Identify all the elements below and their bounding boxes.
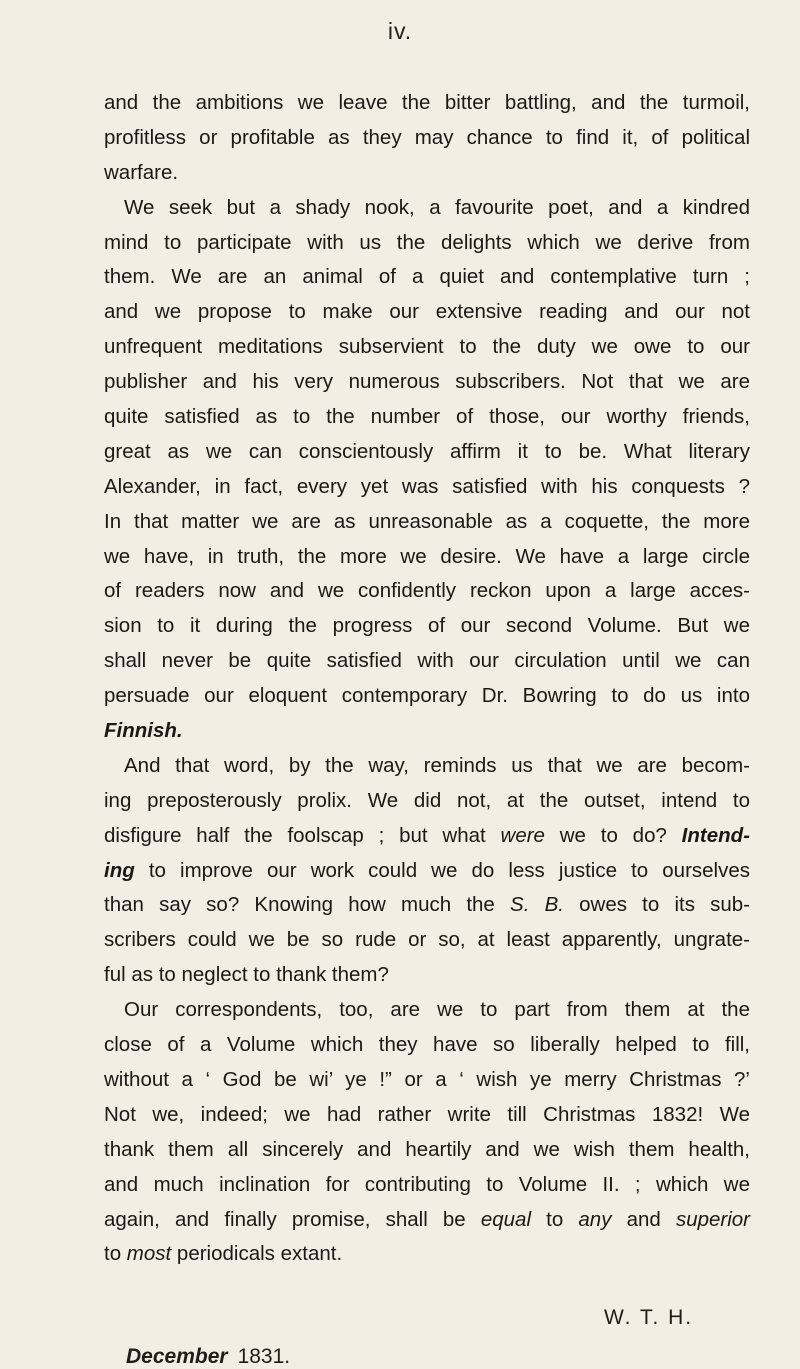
text-run: of readers now and we confidently reckon upon a large acces- [104,579,750,603]
text-line [104,470,750,505]
text-run: ful as to neglect to thank them? [104,963,389,987]
text-run: And that word, by the way, reminds us that we are becom- [124,753,750,777]
text-run: and [611,1207,676,1231]
text-line [104,1028,750,1063]
body-text [104,86,750,1272]
date-line [126,1345,290,1369]
text-line [104,86,750,121]
text-run: them. We are an animal of a quiet and contemplative turn ; [104,265,750,289]
text-run: great as we can conscientously affirm it to be. What literary [104,439,750,463]
text-run: equal [480,1207,532,1231]
text-line [104,295,750,330]
text-line [104,644,750,679]
text-line [104,1098,750,1133]
text-run: superior [675,1207,750,1231]
text-run: ing preposterously prolix. We did not, at the outset, intend to [104,788,750,812]
text-run: most [126,1242,172,1266]
text-line [104,784,750,819]
text-run: ing [104,858,135,882]
text-line [104,714,750,749]
text-line [104,888,750,923]
text-run: In that matter we are as unreasonable as a coquette, the more [104,509,750,533]
text-run: close of a Volume which they have so liberally helped to fill, [104,1033,750,1057]
text-run: and the ambitions we leave the bitter battling, and the turmoil, [104,91,750,114]
text-run: and much inclination for contributing to Volume II. ; which we [104,1172,750,1196]
text-run: quite satisfied as to the number of those, our worthy friends, [104,405,750,429]
text-line [104,1133,750,1168]
text-run: owes to its sub- [563,893,750,917]
text-line [104,435,750,470]
text-line [104,958,750,993]
text-line [104,1203,750,1238]
text-line [104,993,750,1028]
text-line [104,1063,750,1098]
text-line [104,609,750,644]
text-run: unfrequent meditations subservient to the duty we owe to our [104,335,750,359]
text-run: warfare. [104,160,179,184]
text-line [104,923,750,958]
date-year: 1831. [237,1345,291,1368]
text-line [104,260,750,295]
text-run: Our correspondents, too, are we to part from them at the [124,998,750,1022]
text-run: were [500,823,545,847]
text-run: publisher and his very numerous subscribers. Not that we are [104,370,750,394]
text-run: disfigure half the foolscap ; but what [104,823,501,847]
text-line [104,121,750,156]
text-run: sion to it during the progress of our second Volume. But we [104,614,750,638]
text-line [104,330,750,365]
text-line [104,226,750,261]
text-run: profitless or profitable as they may chance to find it, of political [104,125,750,149]
text-run: thank them all sincerely and heartily and we wish them health, [104,1137,750,1161]
text-run: to [104,1242,127,1266]
text-line [104,679,750,714]
text-run: we have, in truth, the more we desire. We have a large circle [104,544,750,568]
text-line [104,819,750,854]
text-run: without a ‘ God be wi’ ye !” or a ‘ wish ye merry Christmas ?’ [104,1067,750,1091]
signature-initials: W. T. H. [604,1306,694,1329]
text-line [104,1237,750,1272]
text-run: scribers could we be so rude or so, at least apparently, ungrate- [104,928,750,952]
text-run: Not we, indeed; we had rather write till Christmas 1832! We [104,1102,750,1126]
text-line [104,854,750,889]
text-run: Finnish. [104,719,183,743]
text-run: periodicals extant. [171,1242,343,1266]
text-line [104,365,750,400]
text-run: persuade our eloquent contemporary Dr. Bowring to do us into [104,684,750,708]
text-run: than say so? Knowing how much the [104,893,511,917]
text-run: shall never be quite satisfied with our circulation until we can [104,649,750,673]
text-run: any [578,1207,612,1231]
text-run: Alexander, in fact, every yet was satisfied with his conquests ? [104,474,750,498]
text-line [104,1168,750,1203]
text-line [104,540,750,575]
text-line [104,400,750,435]
text-line [104,574,750,609]
text-run: again, and finally promise, shall be [104,1207,481,1231]
text-run: We seek but a shady nook, a favourite poet, and a kindred [124,195,750,219]
date-month: December [126,1345,228,1368]
text-run: mind to participate with us the delights which we derive from [104,230,750,254]
text-line [104,191,750,226]
text-line [104,749,750,784]
text-run: to [531,1207,579,1231]
text-line [104,505,750,540]
text-run: and we propose to make our extensive reading and our not [104,300,750,324]
text-run: to improve our work could we do less justice to ourselves [134,858,750,882]
page-number: iv. [387,18,413,44]
text-run: Intend- [681,823,750,847]
text-run: we to do? [544,823,682,847]
text-line [104,156,750,191]
text-run: S. B. [510,893,564,917]
